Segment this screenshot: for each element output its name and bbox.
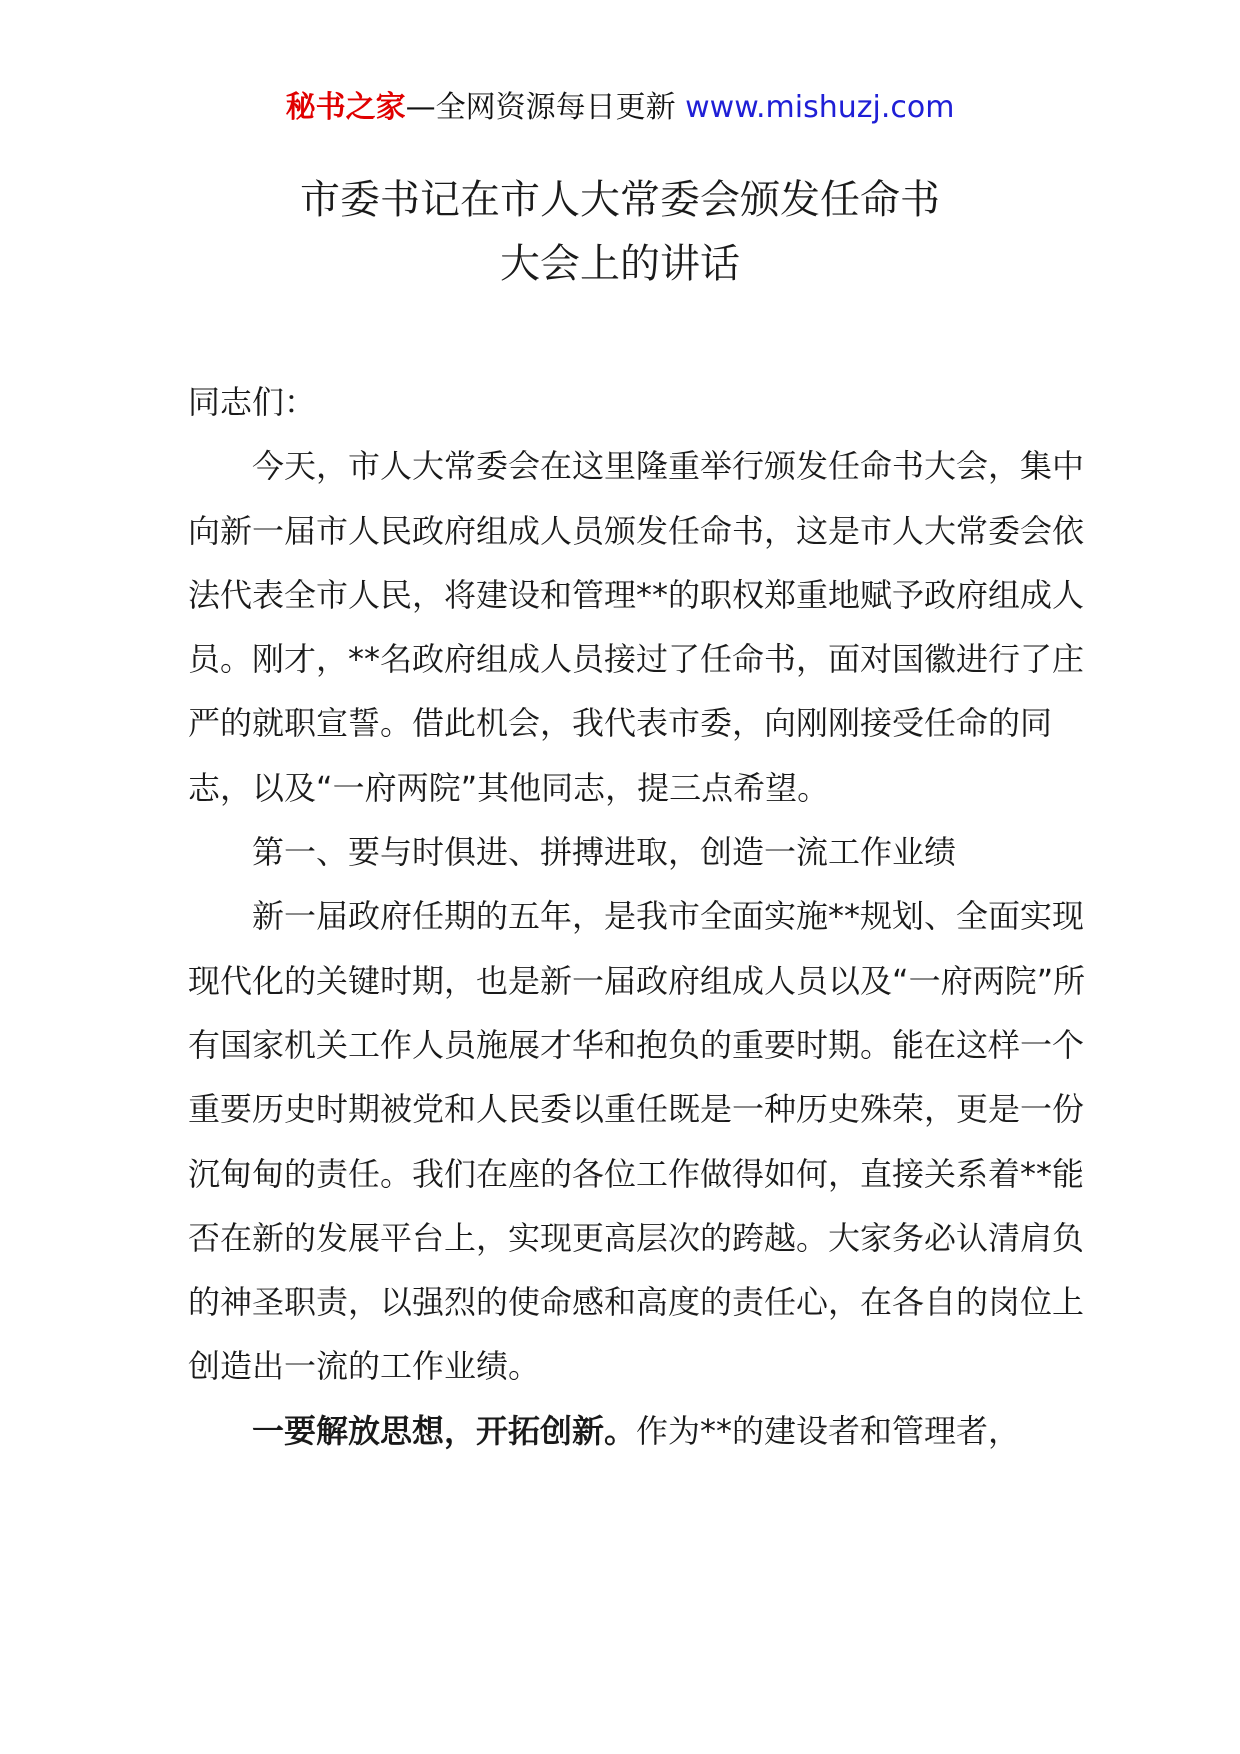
paragraph-intro: 今天，市人大常委会在这里隆重举行颁发任命书大会，集中向新一届市人民政府组成人员颁发任命书，这是市人大常委会依法代表全市人民，将建设和管理**的职权郑重地赋予政府组成人员。刚才，**名政府组成人员接过了任命书，面对国徽进行了庄严的就职宣誓。借此机会，我代表市委，向刚刚接受任命的同志，以及“一府两院”其他同志，提三点希望。 bbox=[188, 447, 1085, 807]
document-body bbox=[188, 370, 1088, 1463]
title-line-1: 市委书记在市人大常委会颁发任命书 bbox=[300, 177, 940, 223]
section-heading-1: 第一、要与时俱进、拼搏进取，创造一流工作业绩 bbox=[252, 833, 957, 872]
salutation: 同志们： bbox=[188, 383, 317, 421]
document-title bbox=[0, 168, 1240, 296]
title-line-2: 大会上的讲话 bbox=[500, 241, 740, 287]
point-1-text: 作为**的建设者和管理者， bbox=[636, 1411, 1021, 1450]
site-url-link[interactable]: www.mishuzj.com bbox=[685, 90, 955, 125]
site-tagline: —全网资源每日更新 bbox=[405, 90, 676, 125]
point-1-heading: 一要解放思想，开拓创新。 bbox=[252, 1411, 637, 1450]
site-brand: 秘书之家 bbox=[285, 90, 406, 125]
site-header bbox=[0, 86, 1240, 130]
paragraph-section-1: 新一届政府任期的五年，是我市全面实施**规划、全面实现现代化的关键时期，也是新一届政府组成人员以及“一府两院”所有国家机关工作人员施展才华和抱负的重要时期。能在这样一个重要历史时期被党和人民委以重任既是一种历史殊荣，更是一份沉甸甸的责任。我们在座的各位工作做得如何，直接关系着**能否在新的发展平台上，实现更高层次的跨越。大家务必认清肩负的神圣职责，以强烈的使命感和高度的责任心，在各自的岗位上创造出一流的工作业绩。 bbox=[188, 897, 1086, 1386]
paragraph-point-1 bbox=[188, 1399, 1088, 1463]
